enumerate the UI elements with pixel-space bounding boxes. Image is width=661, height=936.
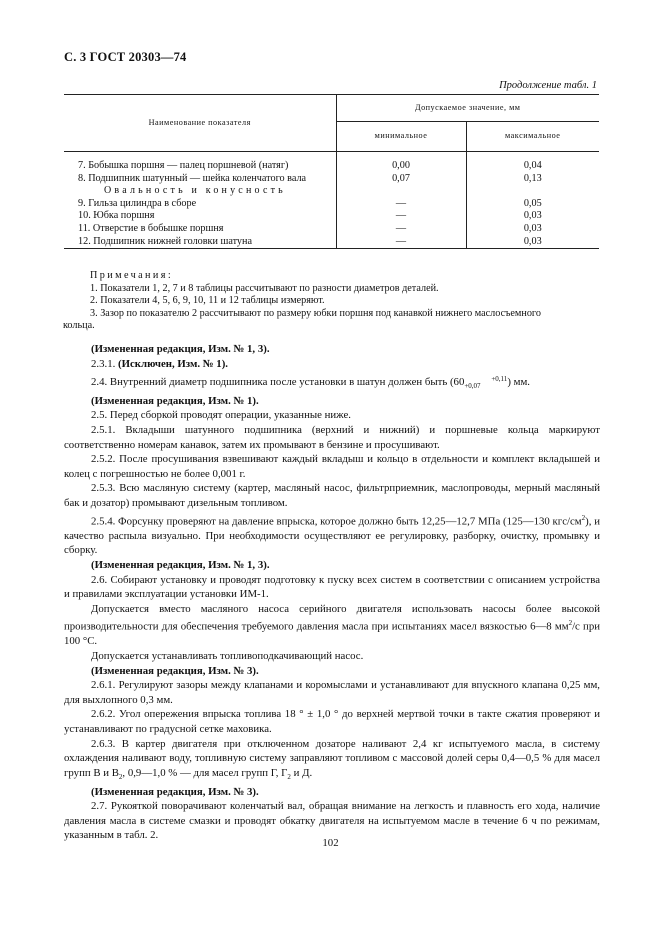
row-name: 9. Гильза цилиндра в сборе: [78, 197, 197, 209]
paragraph: 2.5.1. Вкладыши шатунного подшипника (верхний и нижний) и поршневые кольца маркируют соответственно номерам канавок, затем их промывают в бензине и просушивают.: [64, 423, 600, 451]
paragraph: 2.5.2. После просушивания взвешивают каждый вкладыш и кольцо в отдельности и комплект вкладышей и колец с погрешностью не более 0,001 г.: [64, 453, 600, 480]
paragraph: (Измененная редакция, Изм. № 3).: [91, 664, 259, 677]
row-min: 0,00: [336, 160, 466, 173]
row-name: 10. Юбка поршня: [78, 210, 155, 222]
table-row: [64, 173, 599, 186]
row-min: 0,07: [336, 173, 466, 186]
table-row: [64, 210, 599, 223]
table-1: [64, 94, 599, 249]
paragraph: 2.6.1. Регулируют зазоры между клапанами и коромыслами и устанавливают для впускного клапана 0,25 мм, для выхлопного 0,3 мм.: [64, 679, 600, 706]
paragraph: 2.5. Перед сборкой проводят операции, указанные ниже.: [91, 409, 351, 422]
row-max: [466, 185, 599, 198]
paragraph: 2.3.1. (Исключен, Изм. № 1).: [91, 357, 228, 370]
note-item: 3. Зазор по показателю 2 рассчитывают по размеру юбки поршня под канавкой нижнего маслосъемного: [90, 307, 541, 319]
paragraph: 2.5.4. Форсунку проверяют на давление впрыска, которое должно быть 12,25—12,7 МПа (125—130 кгс/$см^2$), и качество распыла визуально. При необходимости осуществляют ее регулировку, разборку, очистку, промывку и сборку.: [64, 513, 600, 557]
col-allowed-header: Допускаемое значение, мм: [336, 95, 599, 122]
col-max-header: максимальное: [466, 122, 599, 152]
row-min: —: [336, 210, 466, 223]
row-min: —: [336, 223, 466, 236]
paragraph: 2.4. Внутренний диаметр подшипника после установки в шатун должен быть (60 +0,11 +0,07 ) мм.: [91, 374, 530, 390]
notes-title: Примечания:: [90, 270, 174, 281]
row-max: 0,04: [466, 160, 599, 173]
paragraph: 2.6.2. Угол опережения впрыска топлива 18 ° ± 1,0 ° до верхней мертвой точки в такте сжатия проверяют и устанавливают по градусной сетке маховика.: [64, 708, 600, 736]
row-name: 11. Отверстие в бобышке поршня: [78, 222, 224, 234]
table-row: [64, 160, 599, 173]
note-item-continuation: кольца.: [63, 320, 95, 332]
row-min: [336, 185, 466, 198]
paragraph: Допускается устанавливать топливоподкачивающий насос.: [91, 650, 364, 663]
paragraph: Допускается вместо масляного насоса серийного двигателя использовать насосы более высокой производительности для обеспечения требуемого давления масла при испытаниях масел вязкостью 6—8 $мм^2/с$ при 100 °С.: [64, 602, 600, 648]
row-name: 12. Подшипник нижней головки шатуна: [64, 236, 336, 249]
paragraph: 2.6.3. В картер двигателя при отключенном дозаторе наливают 2,4 кг испытуемого масла, в систему охлаждения наливают воду, топливную систему заправляют топливом с массовой долей серы 0,4—0,5 % для масел групп В и $В_2$, 0,9—1,0 % — для масел групп Г, $Г_2$ и Д.: [64, 737, 600, 781]
page-header: С. 3 ГОСТ 20303—74: [64, 50, 187, 64]
col-name-header: Наименование показателя: [64, 95, 336, 152]
row-min: —: [336, 198, 466, 211]
row-max: 0,05: [466, 198, 599, 211]
row-max: 0,03: [466, 236, 599, 249]
paragraph: (Измененная редакция, Изм. № 3).: [91, 785, 259, 798]
paragraph: 2.6. Собирают установку и проводят подготовку к пуску всех систем в соответствии с описанием устройства и правилами эксплуатации установки ИМ-1.: [64, 573, 600, 601]
table-row: [64, 198, 599, 211]
note-item: 1. Показатели 1, 2, 7 и 8 таблицы рассчитывают по разности диаметров деталей.: [90, 282, 439, 294]
paragraph: (Измененная редакция, Изм. № 1, 3).: [91, 558, 270, 571]
table-row: [64, 236, 599, 249]
row-name: 8. Подшипник шатунный — шейка коленчатого вала: [78, 172, 307, 184]
body-text: [64, 342, 600, 843]
row-max: 0,13: [466, 173, 599, 186]
note-item: 2. Показатели 4, 5, 6, 9, 10, 11 и 12 таблицы измеряют.: [90, 295, 325, 307]
row-name: 7. Бобышка поршня — палец поршневой (натяг): [78, 160, 289, 171]
paragraph: 2.7. Рукояткой поворачивают коленчатый вал, обращая внимание на легкость и плавность его хода, наличие давления масла в системе смазки и проводят обкатку двигателя на испытуемом масле в течение 6 ч по режимам, указанным в табл. 2.: [64, 800, 600, 842]
table-row: [64, 223, 599, 236]
paragraph: (Измененная редакция, Изм. № 1).: [91, 394, 259, 407]
paragraph: 2.5.3. Всю масляную систему (картер, масляный насос, фильтрприемник, маслопроводы, мерный масляный бак и дозатор) промывают дизельным топливом.: [64, 482, 600, 509]
page-number: 102: [322, 837, 339, 849]
row-min: —: [336, 236, 466, 249]
row-section-heading: Овальность и конусность: [104, 185, 286, 197]
row-max: 0,03: [466, 210, 599, 223]
table-continuation-label: Продолжение табл. 1: [499, 80, 597, 91]
col-min-header: минимальное: [336, 122, 466, 152]
table-row: [64, 185, 599, 198]
notes: [63, 270, 605, 333]
row-max: 0,03: [466, 223, 599, 236]
paragraph: (Измененная редакция, Изм. № 1, 3).: [91, 343, 270, 355]
